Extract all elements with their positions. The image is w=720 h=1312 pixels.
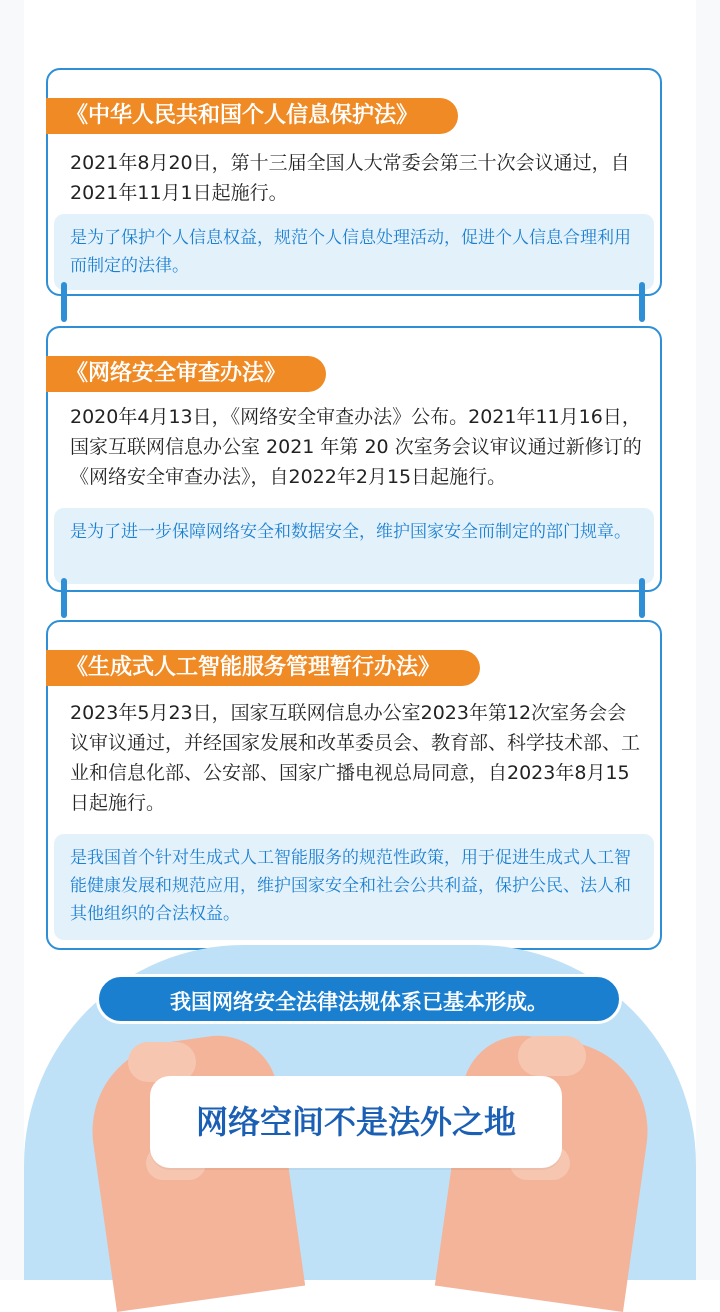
law-card-cybersecurity-review [46,326,662,592]
law-title: 《中华人民共和国个人信息保护法》 [46,98,458,134]
card-connector [61,578,67,618]
law-title: 《生成式人工智能服务管理暂行办法》 [46,650,480,686]
right-margin-stripe [696,0,720,1280]
law-purpose: 是为了保护个人信息权益，规范个人信息处理活动，促进个人信息合理利用而制定的法律。 [54,214,654,290]
summary-banner: 我国网络安全法律法规体系已基本形成。 [96,974,622,1024]
card-connector [639,578,645,618]
law-card-generative-ai [46,620,662,950]
law-detail: 2021年8月20日，第十三届全国人大常委会第三十次会议通过，自2021年11月1日起施行。 [70,152,630,204]
law-purpose: 是我国首个针对生成式人工智能服务的规范性政策，用于促进生成式人工智能健康发展和规范应用，维护国家安全和社会公共利益，保护公民、法人和其他组织的合法权益。 [54,834,654,940]
card-connector [61,282,67,322]
left-margin-stripe [0,0,24,1280]
law-detail: 2020年4月13日，《网络安全审查办法》公布。2021年11月16日，国家互联网信息办公室 2021 年第 20 次室务会议审议通过新修订的《网络安全审查办法》，自2022年2月15日起施行。 [70,406,642,488]
card-connector [639,282,645,322]
right-thumb-illustration [518,1036,586,1076]
law-detail: 2023年5月23日，国家互联网信息办公室2023年第12次室务会会议审议通过，并经国家发展和改革委员会、教育部、科学技术部、工业和信息化部、公安部、国家广播电视总局同意，自2023年8月15日起施行。 [70,702,641,814]
law-card-pipl [46,68,662,296]
slogan-text: 网络空间不是法外之地 [195,1103,516,1141]
law-title: 《网络安全审查办法》 [46,356,326,392]
law-purpose: 是为了进一步保障网络安全和数据安全，维护国家安全而制定的部门规章。 [54,508,654,584]
